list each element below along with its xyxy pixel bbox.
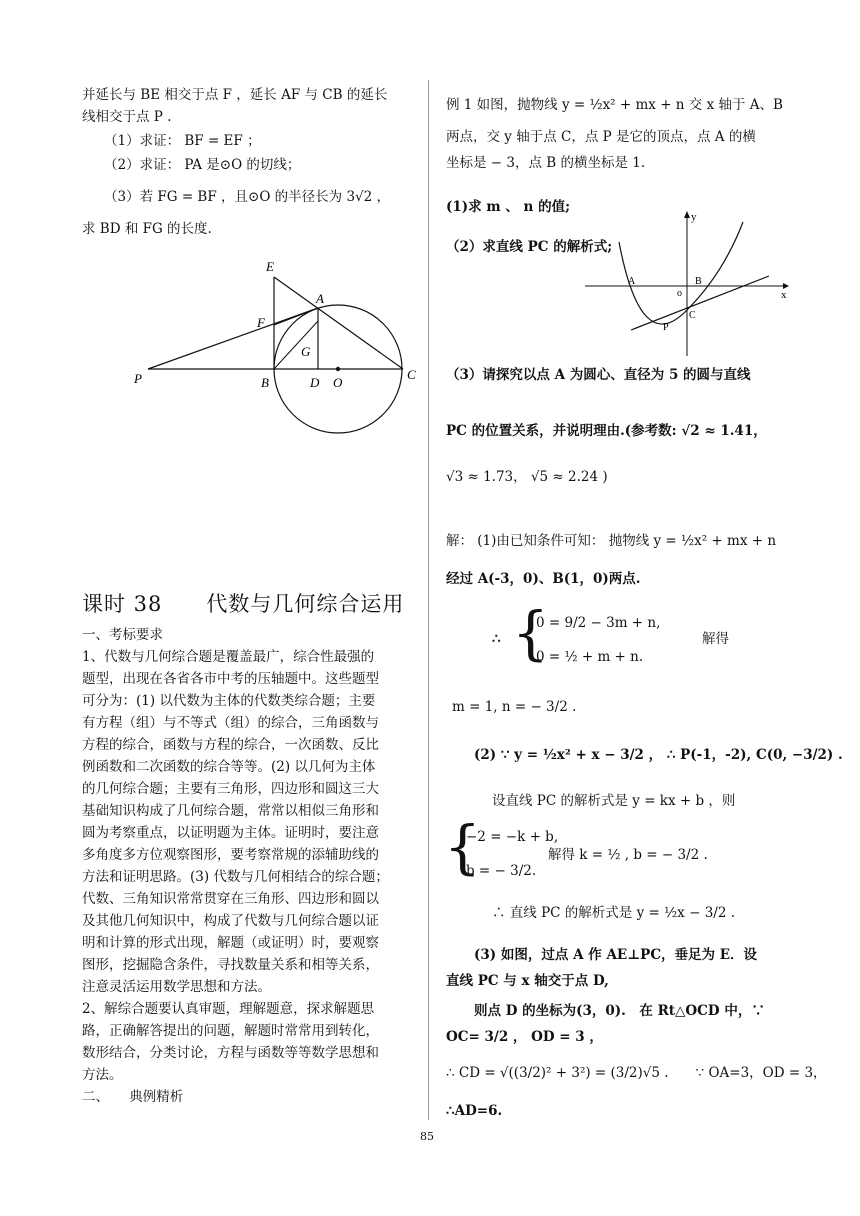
- system1-eq1: 0 = 9/2 − 3m + n,: [536, 615, 661, 631]
- para1-line: 基础知识构成了几何综合题，常常以相似三角形和: [82, 803, 379, 819]
- graph-label-p: P: [663, 322, 669, 333]
- brace-2: {: [444, 813, 481, 881]
- label-e: E: [266, 259, 274, 274]
- section-heading-2: 二、 典例精析: [82, 1089, 184, 1105]
- para1-line: 1、代数与几何综合题是覆盖最广，综合性最强的: [82, 649, 375, 665]
- para2-line: 路，正确解答提出的问题，解题时常常用到转化，: [82, 1023, 379, 1039]
- para2-line: 2、解综合题要认真审题，理解题意，探求解题思: [82, 1001, 375, 1017]
- part3-line-4: OC= 3/2 ， OD = 3 ，: [446, 1029, 603, 1045]
- result-2: 解得 k = ½ , b = − 3/2 .: [548, 847, 708, 863]
- para1-line: 题型，出现在各省各市中考的压轴题中。这些题型: [82, 671, 379, 687]
- label-d: D: [310, 375, 320, 390]
- paragraph-1: [82, 646, 422, 1108]
- y-axis-arrow: [684, 211, 690, 218]
- para1-line: 例函数和二次函数的综合等等。(2) 以几何为主体: [82, 759, 376, 775]
- para2-line: 数形结合，分类讨论，方程与函数等等数学思想和: [82, 1045, 379, 1061]
- line-pc-result: ∴ 直线 PC 的解析式是 y = ½x − 3/2 .: [492, 905, 735, 921]
- example-line-2: 两点，交 y 轴于点 C，点 P 是它的顶点，点 A 的横: [446, 129, 756, 145]
- para1-line: 明和计算的形式出现，解题（或证明）时，要观察: [82, 935, 379, 951]
- graph-label-b: B: [695, 276, 702, 287]
- para1-line: 圆为考察重点，以证明题为主体。证明时，要注意: [82, 825, 379, 841]
- line-bg: [274, 321, 318, 369]
- section-heading-1: 一、考标要求: [82, 627, 163, 643]
- part3-line-2: 直线 PC 与 x 轴交于点 D,: [446, 973, 609, 989]
- graph-label-x: x: [781, 289, 787, 301]
- label-g: G: [301, 344, 311, 359]
- para1-line: 及其他几何知识中，构成了代数与几何综合题以证: [82, 913, 379, 929]
- solution-line-2: 经过 A(-3，0)、B(1，0)两点.: [446, 571, 641, 587]
- geometry-figure: [120, 255, 430, 455]
- problem-line-1: 并延长与 BE 相交于点 F ，延长 AF 与 CB 的延长: [82, 87, 388, 103]
- column-divider: [428, 80, 429, 1120]
- example-line-1: 例 1 如图，抛物线 y = ½x² + mx + n 交 x 轴于 A、B: [446, 97, 783, 113]
- solution-part-2: (2) ∵ y = ½x² + x − 3/2 ， ∴ P(-1，-2), C(0, −3/2) .: [474, 747, 843, 763]
- question-1: (1)求 m 、 n 的值;: [446, 199, 571, 215]
- system2-eq1: −2 = −k + b,: [466, 829, 559, 845]
- question-2: （2）求直线 PC 的解析式;: [446, 239, 613, 255]
- para1-line: 图形，挖掘隐含条件，寻找数量关系和相等关系，: [82, 957, 379, 973]
- para1-line: 可分为：(1) 以代数为主体的代数类综合题；主要: [82, 693, 376, 709]
- problem-line-2: 线相交于点 P .: [82, 109, 172, 125]
- system2-eq2: b = − 3/2.: [466, 863, 537, 879]
- part3-line-1: (3) 如图，过点 A 作 AE⊥PC，垂足为 E．设: [474, 947, 758, 963]
- question-3-line-1: （3）请探究以点 A 为圆心、直径为 5 的圆与直线: [446, 367, 751, 383]
- parabola-curve: [619, 222, 743, 324]
- graph-label-y: y: [691, 211, 697, 223]
- para1-line: 多角度多方位观察图形，要考察常规的添辅助线的: [82, 847, 379, 863]
- lesson-title: 课时 38 代数与几何综合运用: [82, 592, 405, 616]
- label-b: B: [261, 375, 269, 390]
- label-c: C: [407, 367, 416, 382]
- para1-line: 方法和证明思路。(3) 代数与几何相结合的综合题；: [82, 869, 389, 885]
- label-p: P: [134, 371, 142, 386]
- label-f: F: [257, 315, 265, 330]
- part3-line-6: ∴AD=6.: [446, 1103, 503, 1119]
- parabola-graph: [583, 208, 793, 358]
- para1-line: 有方程（组）与不等式（组）的综合，三角函数与: [82, 715, 379, 731]
- problem-line-4: （2）求证： PA 是⊙O 的切线；: [104, 157, 301, 173]
- brace-1: {: [512, 599, 549, 667]
- system1-eq2: 0 = ½ + m + n.: [536, 649, 644, 665]
- problem-line-6: 求 BD 和 FG 的长度.: [82, 221, 212, 237]
- problem-line-3: （1）求证： BF = EF ；: [104, 133, 261, 149]
- line-pa: [148, 308, 318, 369]
- para1-line: 的几何综合题；主要有三角形，四边形和圆这三大: [82, 781, 379, 797]
- solve-word: 解得: [702, 631, 729, 647]
- label-a: A: [316, 291, 324, 306]
- set-line-pc: 设直线 PC 的解析式是 y = kx + b ，则: [492, 793, 736, 809]
- graph-label-c: C: [689, 310, 696, 321]
- graph-label-o: o: [677, 288, 682, 299]
- label-o: O: [333, 375, 343, 390]
- result-1: m = 1, n = − 3/2 .: [452, 699, 577, 715]
- question-3-line-2: PC 的位置关系，并说明理由.(参考数: √2 ≈ 1.41，: [446, 423, 767, 439]
- para2-line: 方法。: [82, 1067, 123, 1083]
- para1-line: 代数、三角知识常常贯穿在三角形、四边形和圆以: [82, 891, 379, 907]
- page-number: 85: [420, 1130, 434, 1143]
- problem-line-5: （3）若 FG = BF ，且⊙O 的半径长为 3√2 ，: [104, 189, 391, 205]
- graph-label-a: A: [628, 276, 636, 287]
- question-3-line-3: √3 ≈ 1.73， √5 ≈ 2.24 ): [446, 469, 608, 485]
- example-line-3: 坐标是 − 3，点 B 的横坐标是 1.: [446, 155, 646, 171]
- line-bf-a: [274, 308, 318, 325]
- solution-line-1: 解： (1)由已知条件可知： 抛物线 y = ½x² + mx + n: [446, 533, 777, 549]
- para1-line: 注意灵活运用数学思想和方法。: [82, 979, 271, 995]
- therefore-symbol: ∴: [492, 631, 501, 647]
- part3-line-3: 则点 D 的坐标为(3，0). 在 Rt△OCD 中，∵: [474, 1003, 765, 1019]
- point-o: [336, 367, 340, 371]
- part3-line-5: ∴ CD = √((3/2)² + 3²) = (3/2)√5 . ∵ OA=3，OD = 3，: [446, 1065, 827, 1081]
- para1-line: 方程的综合，函数与方程的综合，一次函数、反比: [82, 737, 379, 753]
